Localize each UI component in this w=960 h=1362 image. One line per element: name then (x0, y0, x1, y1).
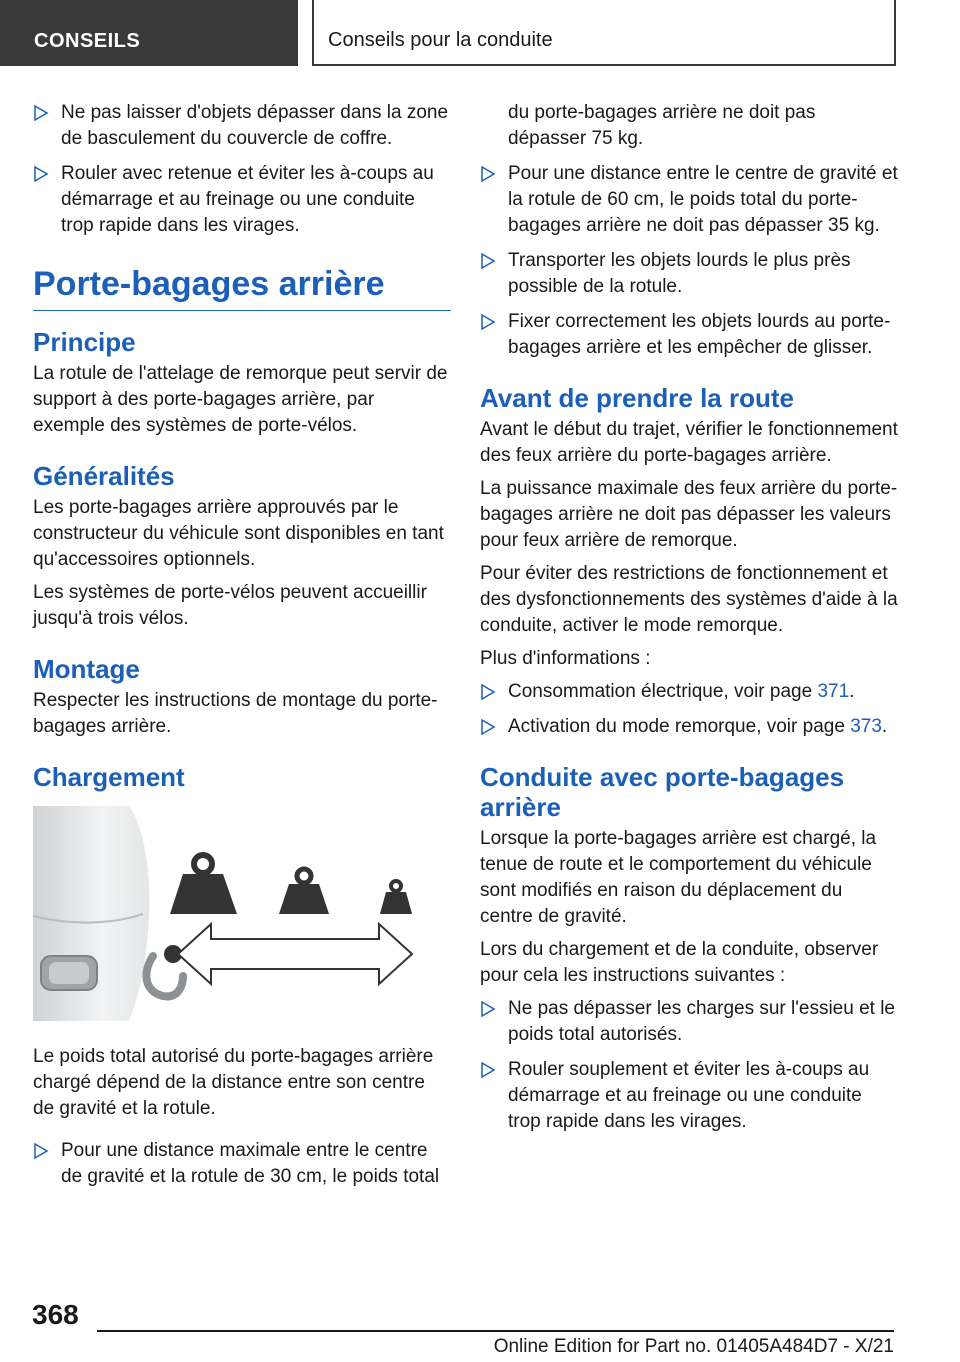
paragraph-conduite-1: Lorsque la porte-bagages arrière est chargé, la tenue de route et le comportement du véhicule sont modifiés en raison du déplacement du centre de gravité. (480, 828, 877, 927)
list-item: Consommation électrique, voir page 371. (480, 679, 898, 705)
paragraph-conduite-2: Lors du chargement et de la conduite, observer pour cela les instructions suivantes : (480, 939, 879, 986)
triangle-bullet-icon (480, 1060, 496, 1080)
top-bullet-list (33, 100, 451, 239)
paragraph-avant-2: La puissance maximale des feux arrière du porte-bagages arrière ne doit pas dépasser les valeurs pour feux arrière de remorque. (480, 478, 898, 551)
footer-edition: Online Edition for Part no. 01405A484D7 - X/21 (493, 1336, 894, 1357)
medium-weight-icon (279, 869, 329, 914)
list-item: Rouler avec retenue et éviter les à-coups au démarrage et au freinage ou une conduite trop rapide dans les virages. (33, 161, 451, 239)
list-item: Transporter les objets lourds le plus près possible de la rotule. (480, 248, 898, 300)
header-section-label: CONSEILS (34, 30, 141, 52)
section-heading-generalites: Généralités (33, 461, 175, 491)
load-distribution-illustration (33, 806, 451, 1021)
header-section-tab (0, 0, 298, 66)
paragraph-avant-3: Pour éviter des restrictions de fonctionnement et des dysfonctionnements des systèmes d'aide à la conduite, activer le mode remorque. (480, 563, 898, 636)
page-link-373[interactable]: 373 (850, 716, 882, 737)
triangle-bullet-icon (480, 164, 496, 184)
page-title: Porte-bagages arrière (33, 265, 451, 311)
triangle-bullet-icon (480, 999, 496, 1019)
triangle-bullet-icon (33, 164, 49, 184)
section-heading-conduite: Conduite avec porte-bagages arrière (480, 762, 845, 822)
right-column (480, 100, 898, 1144)
continued-bullet-list (480, 100, 898, 361)
footer-divider (97, 1330, 894, 1332)
page-number: 368 (32, 1299, 79, 1330)
header-chapter-label: Conseils pour la conduite (328, 29, 553, 51)
section-heading-montage: Montage (33, 654, 140, 684)
list-item: Rouler souplement et éviter les à-coups au démarrage et au freinage ou une conduite trop rapide dans les virages. (480, 1057, 898, 1135)
list-item-continued: du porte-bagages arrière ne doit pas dépasser 75 kg. (508, 102, 816, 149)
reference-list (480, 679, 898, 740)
paragraph-avant-4: Plus d'informations : (480, 648, 651, 669)
triangle-bullet-icon (480, 251, 496, 271)
list-item: Pour une distance maximale entre le centre de gravité et la rotule de 30 cm, le poids total (33, 1138, 451, 1190)
left-column (33, 100, 451, 1199)
paragraph-principe: La rotule de l'attelage de remorque peut servir de support à des porte-bagages arrière, par exemple des systèmes de porte-vélos. (33, 363, 448, 436)
paragraph-montage: Respecter les instructions de montage du porte-bagages arrière. (33, 690, 438, 737)
list-item: Ne pas dépasser les charges sur l'essieu et le poids total autorisés. (480, 996, 898, 1048)
section-heading-chargement: Chargement (33, 762, 185, 792)
section-heading-principe: Principe (33, 327, 136, 357)
paragraph-generalites-1: Les porte-bagages arrière approuvés par le constructeur du véhicule sont disponibles en tant qu'accessoires optionnels. (33, 497, 444, 570)
triangle-bullet-icon (480, 682, 496, 702)
triangle-bullet-icon (480, 717, 496, 737)
large-weight-icon (170, 855, 237, 914)
paragraph-generalites-2: Les systèmes de porte-vélos peuvent accueillir jusqu'à trois vélos. (33, 582, 427, 629)
conduite-bullet-list (480, 996, 898, 1135)
section-heading-avant: Avant de prendre la route (480, 383, 794, 413)
list-item: Fixer correctement les objets lourds au porte-bagages arrière et les empêcher de glisser. (480, 309, 898, 361)
paragraph-chargement: Le poids total autorisé du porte-bagages arrière chargé dépend de la distance entre son centre de gravité et la rotule. (33, 1046, 434, 1119)
chargement-bullet-list (33, 1138, 451, 1190)
triangle-bullet-icon (33, 103, 49, 123)
triangle-bullet-icon (33, 1141, 49, 1161)
page-link-371[interactable]: 371 (817, 681, 850, 702)
list-item: Ne pas laisser d'objets dépasser dans la zone de basculement du couvercle de coffre. (33, 100, 451, 152)
list-item: Pour une distance entre le centre de gravité et la rotule de 60 cm, le poids total du porte-bagages arrière ne doit pas dépasser 35 kg. (480, 161, 898, 239)
small-weight-icon (380, 881, 412, 914)
header-chapter-box (312, 0, 896, 66)
triangle-bullet-icon (480, 312, 496, 332)
list-item: Activation du mode remorque, voir page 373. (480, 714, 898, 740)
paragraph-avant-1: Avant le début du trajet, vérifier le fonctionnement des feux arrière du porte-bagages arrière. (480, 419, 898, 466)
